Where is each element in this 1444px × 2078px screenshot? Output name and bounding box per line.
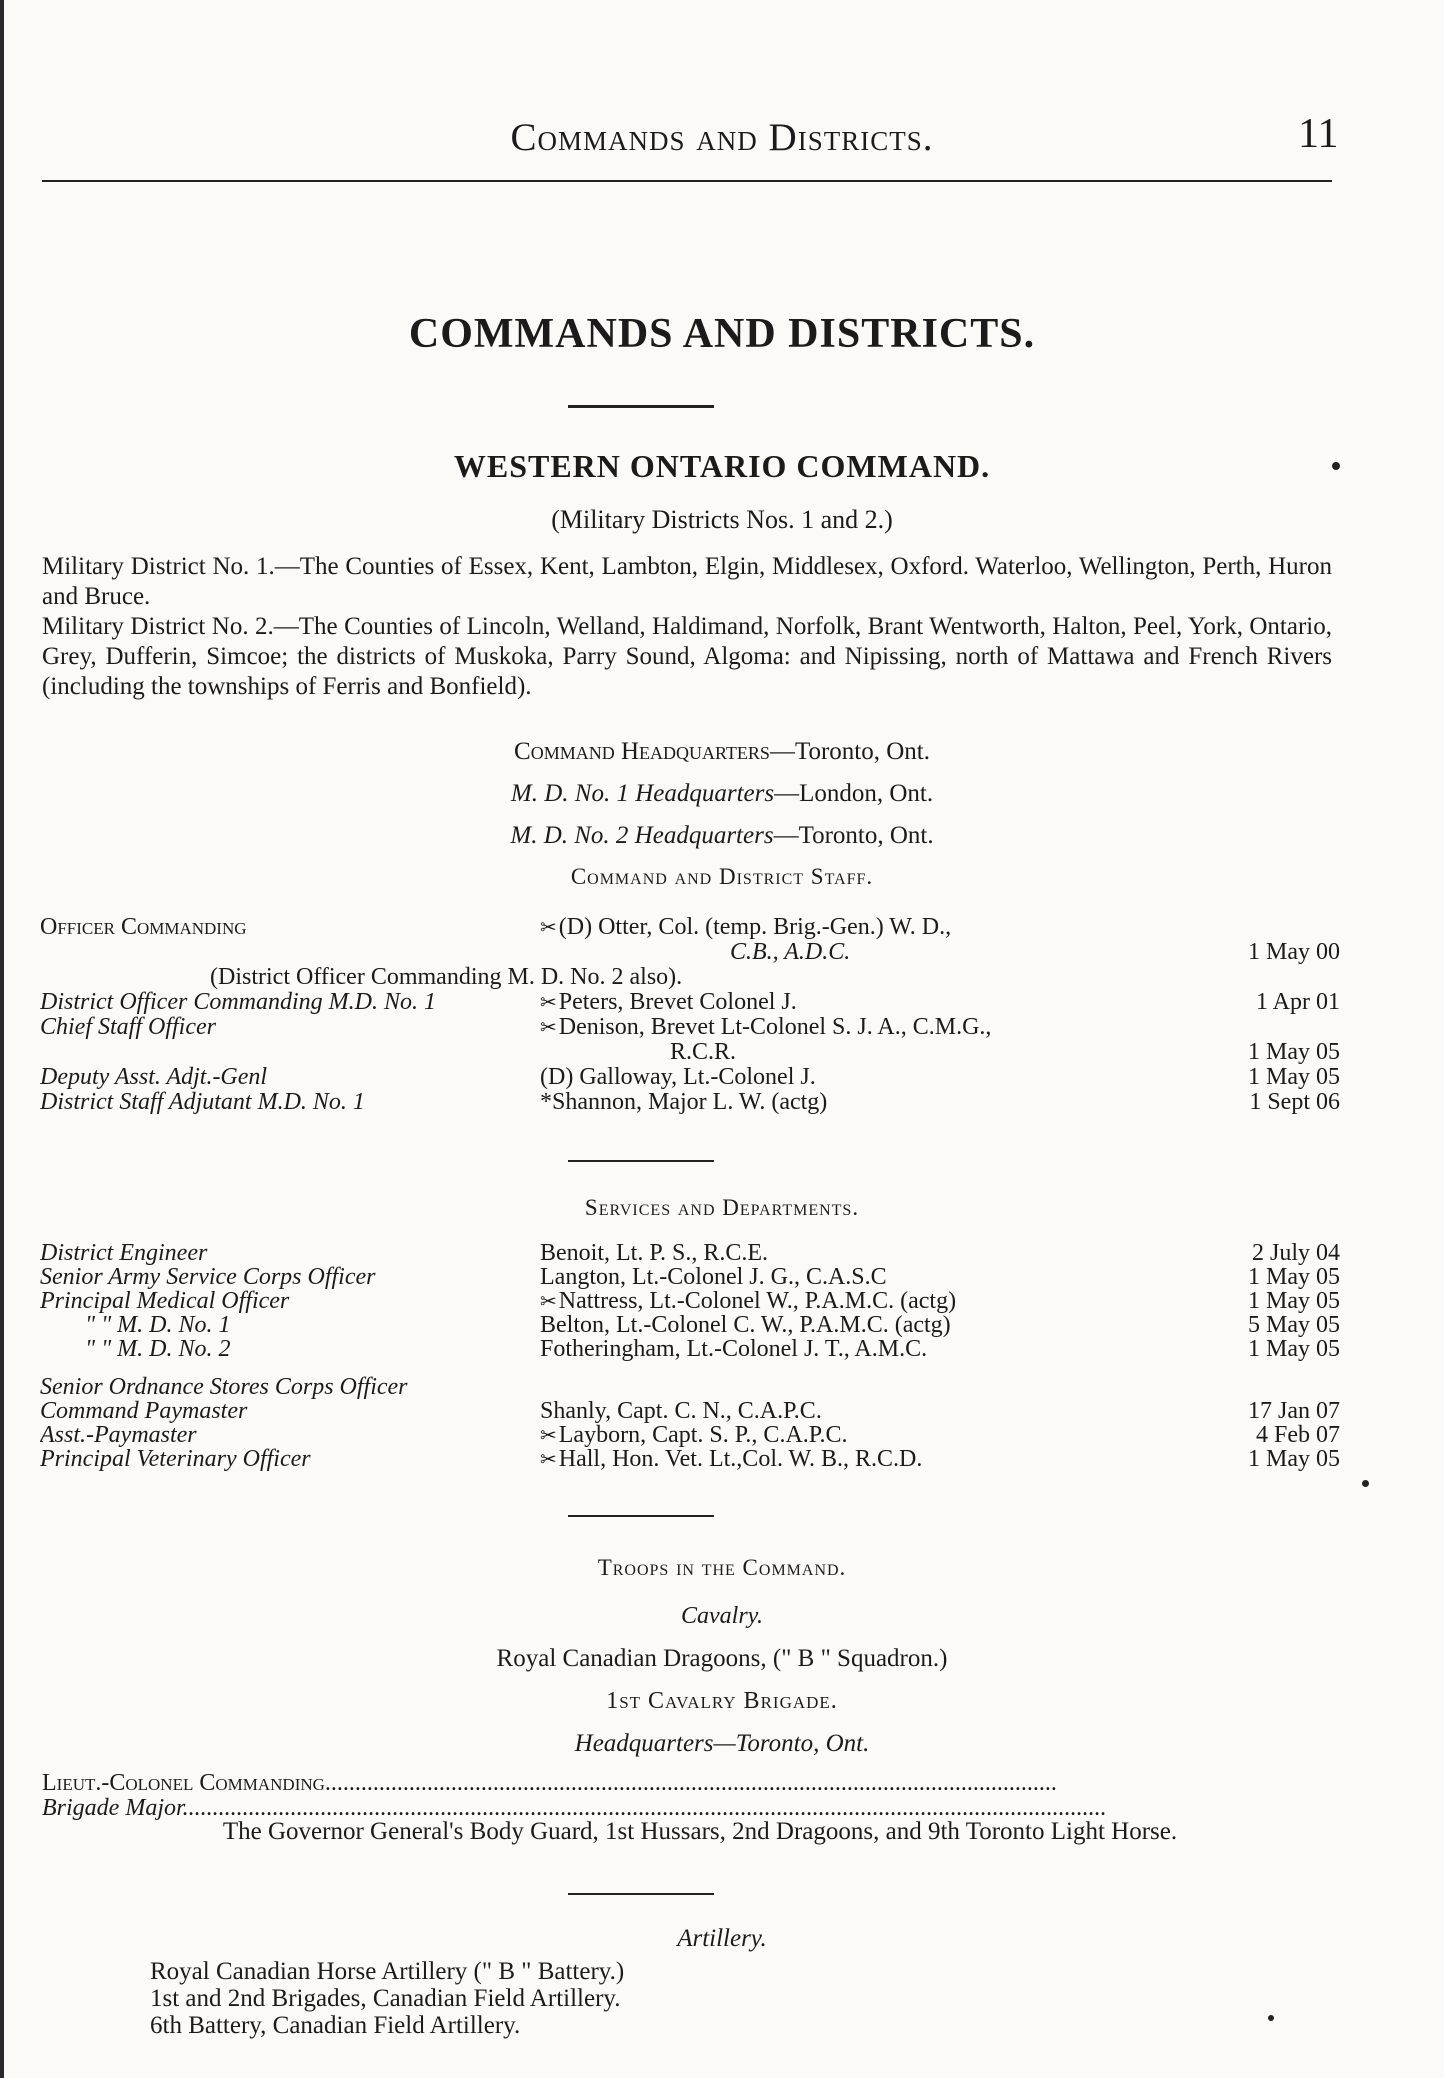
artillery-list	[150, 1958, 624, 2039]
row-name: Layborn, Capt. S. P., C.A.P.C.	[558, 1422, 848, 1448]
row-name: C.B., A.D.C.	[730, 939, 851, 965]
staff-row	[40, 914, 1340, 941]
row-label: Principal Veterinary Officer	[40, 1446, 311, 1472]
row-label: Asst.-Paymaster	[40, 1422, 197, 1448]
row-date: 1 May 00	[1248, 939, 1340, 965]
row-date: 1 May 05	[1248, 1336, 1340, 1362]
command-subtitle: (Military Districts Nos. 1 and 2.)	[551, 505, 893, 534]
services-row	[40, 1288, 1340, 1315]
divider	[568, 1515, 714, 1517]
divider	[568, 1160, 714, 1162]
scissors-mark-icon: ✂	[540, 1291, 557, 1313]
md1-headquarters	[0, 780, 1444, 808]
md2-label: M. D. No. 2 Headquarters	[510, 822, 774, 849]
row-name: Benoit, Lt. P. S., R.C.E.	[540, 1240, 769, 1266]
district-1-text: Military District No. 1.—The Counties of Essex, Kent, Lambton, Elgin, Middlesex, Oxford. Waterloo, Wellington, Perth, Huron and Bruce.	[42, 553, 1332, 610]
row-name: Fotheringham, Lt.-Colonel J. T., A.M.C.	[540, 1336, 928, 1362]
row-date: 17 Jan 07	[1248, 1398, 1340, 1424]
row-date: 1 May 05	[1248, 1264, 1340, 1290]
staff-row	[40, 1064, 1340, 1091]
row-name: Peters, Brevet Colonel J.	[558, 989, 797, 1015]
row-name: Hall, Hon. Vet. Lt.,Col. W. B., R.C.D.	[558, 1446, 923, 1472]
services-row	[40, 1374, 1340, 1401]
scissors-mark-icon: ✂	[540, 1017, 557, 1039]
row-date: 4 Feb 07	[1256, 1422, 1340, 1448]
district-2-text: Military District No. 2.—The Counties of Lincoln, Welland, Haldimand, Norfolk, Brant Wentworth, Halton, Peel, York, Ontario, Grey, Dufferin, Simcoe; the districts of Muskoka, Parry Sound, Algoma: and Nipissing, north of Mattawa and French Rivers (including the townships of Ferris and Bonfield).	[42, 613, 1332, 700]
ink-dot	[1362, 1480, 1369, 1487]
staff-row	[40, 989, 1340, 1016]
md2-value: —Toronto, Ont.	[773, 822, 934, 849]
artillery-unit: Royal Canadian Horse Artillery (" B " Battery.)	[150, 1958, 625, 1985]
md2-headquarters	[0, 822, 1444, 850]
services-row	[40, 1336, 1340, 1363]
row-name: *Shannon, Major L. W. (actg)	[540, 1089, 828, 1115]
row-label: Senior Army Service Corps Officer	[40, 1264, 376, 1290]
row-label: " " M. D. No. 1	[85, 1312, 231, 1338]
brigade-major: Brigade Major..........................................................................................................................................................	[42, 1795, 1107, 1821]
row-date: 1 May 05	[1248, 1039, 1340, 1065]
divider	[568, 405, 714, 408]
row-name: (District Officer Commanding M. D. No. 2 also).	[210, 964, 683, 990]
scissors-mark-icon: ✂	[540, 1449, 557, 1471]
divider	[568, 1893, 714, 1895]
row-label: Principal Medical Officer	[40, 1288, 290, 1314]
row-label: District Engineer	[40, 1240, 208, 1266]
services-row	[40, 1240, 1340, 1267]
row-date: 2 July 04	[1251, 1240, 1340, 1266]
ink-dot	[1332, 462, 1340, 470]
services-heading: Services and Departments.	[584, 1195, 860, 1220]
row-name: Langton, Lt.-Colonel J. G., C.A.S.C	[540, 1264, 887, 1290]
page-number: 11	[1298, 111, 1339, 157]
md1-label: M. D. No. 1 Headquarters	[510, 780, 775, 807]
row-label: " " M. D. No. 2	[85, 1336, 231, 1362]
row-name: (D) Galloway, Lt.-Colonel J.	[540, 1064, 816, 1090]
row-name: (D) Otter, Col. (temp. Brig.-Gen.) W. D.,	[558, 914, 952, 940]
command-headquarters	[0, 738, 1444, 766]
command-title: WESTERN ONTARIO COMMAND.	[453, 448, 991, 484]
row-date: 1 Apr 01	[1256, 989, 1340, 1015]
brigade-heading: 1st Cavalry Brigade.	[606, 1688, 838, 1714]
staff-row	[40, 1039, 1340, 1066]
row-label: District Staff Adjutant M.D. No. 1	[40, 1089, 365, 1115]
row-label: Officer Commanding	[40, 914, 247, 940]
row-date: 1 May 05	[1248, 1446, 1340, 1472]
staff-row	[40, 939, 1340, 966]
row-label: Deputy Asst. Adjt.-Genl	[40, 1064, 268, 1090]
row-name: Belton, Lt.-Colonel C. W., P.A.M.C. (actg)	[540, 1312, 951, 1338]
artillery-unit: 1st and 2nd Brigades, Canadian Field Artillery.	[150, 1985, 621, 2012]
services-row	[40, 1446, 1340, 1473]
staff-row	[40, 964, 1340, 991]
md1-value: —London, Ont.	[774, 780, 934, 807]
artillery-heading: Artillery.	[677, 1925, 767, 1952]
row-name: Denison, Brevet Lt-Colonel S. J. A., C.M.G.,	[558, 1014, 992, 1040]
row-name: Nattress, Lt.-Colonel W., P.A.M.C. (actg)	[558, 1288, 957, 1314]
brigade-units: The Governor General's Body Guard, 1st Hussars, 2nd Dragoons, and 9th Toronto Light Horse.	[222, 1818, 1178, 1845]
row-date: 1 May 05	[1248, 1288, 1340, 1314]
staff-row	[40, 1014, 1340, 1041]
row-label: District Officer Commanding M.D. No. 1	[40, 989, 436, 1015]
lt-col-label: Lieut.-Colonel Commanding	[42, 1770, 325, 1796]
services-row	[40, 1312, 1340, 1339]
ink-dot	[1268, 2015, 1274, 2021]
row-date: 1 May 05	[1248, 1064, 1340, 1090]
lt-col-commanding: Lieut.-Colonel Commanding..........................................................................................................................	[42, 1770, 1057, 1796]
staff-heading: Command and District Staff.	[570, 864, 874, 889]
page-title: COMMANDS AND DISTRICTS.	[408, 311, 1036, 357]
scissors-mark-icon: ✂	[540, 1425, 557, 1447]
services-row	[40, 1422, 1340, 1449]
services-row	[40, 1264, 1340, 1291]
scissors-mark-icon: ✂	[540, 917, 557, 939]
row-label: Command Paymaster	[40, 1398, 248, 1424]
hq-value: —Toronto, Ont.	[769, 738, 930, 765]
brigade-major-label: Brigade Major	[42, 1795, 183, 1821]
running-head: Commands and Districts.	[510, 116, 934, 159]
artillery-unit: 6th Battery, Canadian Field Artillery.	[150, 2012, 521, 2039]
row-name: Shanly, Capt. C. N., C.A.P.C.	[540, 1398, 822, 1424]
scissors-mark-icon: ✂	[540, 992, 557, 1014]
cavalry-heading: Cavalry.	[681, 1603, 763, 1629]
row-label: Senior Ordnance Stores Corps Officer	[40, 1374, 408, 1400]
services-row	[40, 1398, 1340, 1425]
header-rule	[42, 180, 1332, 182]
hq-label: Command Headquarters	[514, 738, 770, 765]
brigade-headquarters: Headquarters—Toronto, Ont.	[574, 1730, 870, 1757]
dragoons-line: Royal Canadian Dragoons, (" B " Squadron.)	[496, 1645, 948, 1672]
row-label: Chief Staff Officer	[40, 1014, 216, 1040]
troops-heading: Troops in the Command.	[597, 1555, 847, 1580]
row-name: R.C.R.	[670, 1039, 737, 1065]
row-date: 5 May 05	[1248, 1312, 1340, 1338]
row-date: 1 Sept 06	[1249, 1089, 1340, 1115]
staff-row	[40, 1089, 1340, 1116]
